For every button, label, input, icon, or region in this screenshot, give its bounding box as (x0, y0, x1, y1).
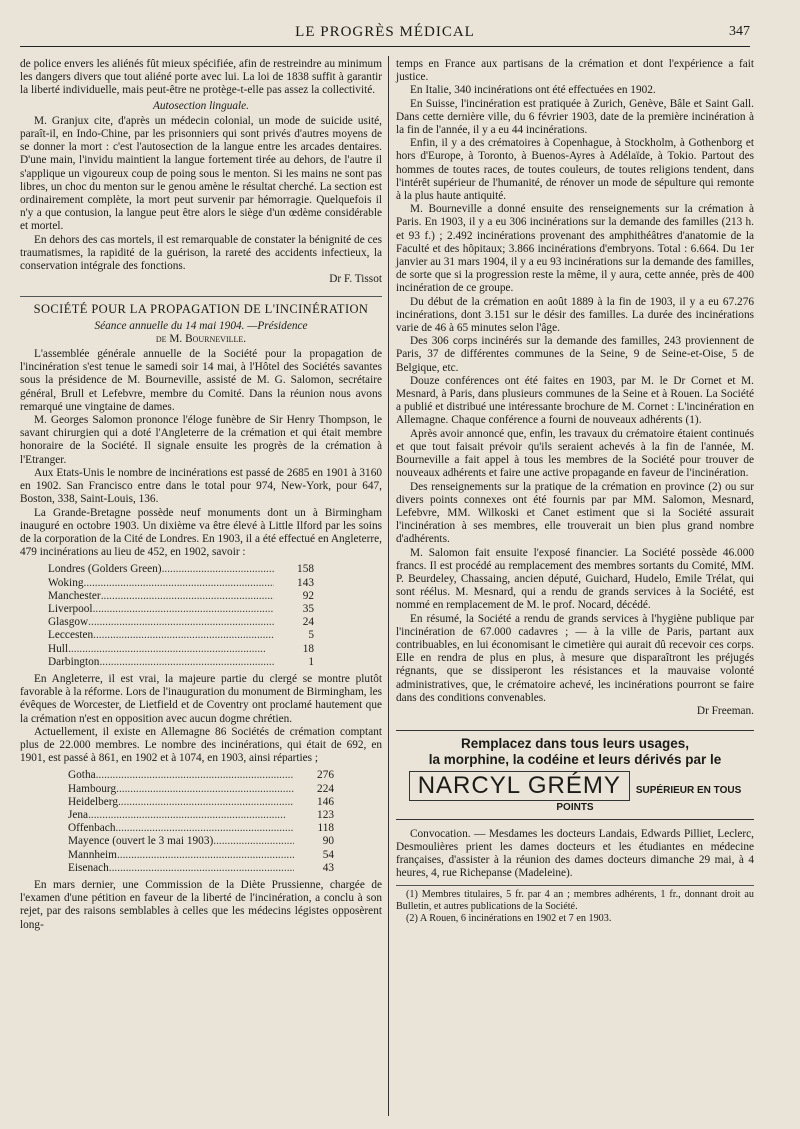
paragraph: M. Bourneville a donné ensuite des renseignements sur la crémation à Paris. En 1903, il y a eu 306 incinérations sur la demande des familles (213 h. et 93 f.) ; 2.492 incinérations provenant des amphithéâtres d'anatomie de la Faculté et des hôpitaux; 3.866 incinérations d'embryons. Total : 6.664. Du 1er janvier au 31 mars 1904, il y a eu 93 incinérations sur la demande des familles, de sorte que si la progression reste la même, il y aura, cette année, près de 400 incinération de ce groupe. (396, 203, 754, 295)
list-item: Darbington ..... 1 (48, 656, 348, 669)
list-item: Jena ..... 123 (68, 809, 368, 822)
advertisement (396, 730, 754, 820)
session-president: de M. Bourneville. (155, 332, 247, 345)
paragraph: En Angleterre, il est vrai, la majeure partie du clergé se montre plutôt favorable à la réforme. Lors de l'inauguration du monument de Birmingham, les évêques de Worcester, de Lietfield et de Coventry ont proclamé hautement que la crémation n'est en opposition avec aucun dogme chrétien. (20, 672, 382, 725)
list-item: Heidelberg ..... 146 (68, 796, 368, 809)
paragraph: Des renseignements sur la pratique de la crémation en province (2) ou sur divers points connexes ont été fournis par par MM. Salomon, Mesnard, Lefebvre, MM. Wilkoski et Canet estiment que si la Société assurait l'incinération à ses membres, elle trouverait un bien plus grand nombre d'adhérents. (396, 480, 754, 546)
ad-line: la morphine, la codéine et leurs dérivés par le (428, 752, 722, 768)
list-item: Woking ..... 143 (48, 577, 348, 590)
paragraph: M. Granjux cite, d'après un médecin colonial, un mode de suicide usité, paraît-il, en Indo-Chine, par les prisonniers qui sont privés d'autres moyens de se donner la mort : c'est l'autosection de la langue entre les arcades dentaires. D'une main, l'invidu maintient la langue fortement tirée au dehors, de l'autre il s'applique un vigoureux coup de poing sous le menton. Si les mains ne sont pas libres, un choc du menton sur le genou amène le résultat cherché. La section est ordinairement complète, la mort peut survenir par hémorragie. Quelquefois il n'y a que contusion, la langue peut être alors le siège d'un œdème considérable et mortel. (20, 114, 382, 233)
convocation-notice: Convocation. — Mesdames les docteurs Landais, Edwards Pilliet, Leclerc, Desmoulières prient les dames docteurs et les étudiantes en médecine françaises, d'assister à la réunion des dames docteurs dimanche 29 mai, à 4 heures, 4, rue Richepanse (Madeleine). (396, 827, 754, 880)
list-item: Eisenach ..... 43 (68, 862, 368, 875)
ad-tagline: SUPÉRIEUR EN TOUS POINTS (556, 784, 742, 813)
page-header (20, 22, 750, 47)
author-signature: Dr Freeman. (696, 704, 754, 717)
list-item: Londres (Golders Green) ..... 158 (48, 563, 348, 576)
right-column (396, 58, 754, 925)
list-item: Gotha ..... 276 (68, 769, 368, 782)
journal-title: LE PROGRÈS MÉDICAL (295, 24, 475, 40)
left-column (20, 58, 382, 932)
paragraph: En mars dernier, une Commission de la Diète Prussienne, chargée de l'examen d'une pétition en faveur de la liberté de l'incinération, a conclu à son rejet, par des raisons semblables à celles que les médecins légistes opposèrent long- (20, 878, 382, 931)
paragraph: En Suisse, l'incinération est pratiquée à Zurich, Genève, Bâle et Saint Gall. Dans cette dernière ville, du 6 février 1903, date de la première incinération à la fin de l'année, il y a eu 44 incinérations. (396, 97, 754, 137)
england-cremation-list (48, 563, 348, 669)
footnotes (396, 885, 754, 925)
paragraph: Du début de la crémation en août 1889 à la fin de 1903, il y a eu 67.276 incinérations, dont 3.151 sur le désir des familles. La durée des incinérations varie de 46 à 65 minutes selon l'âge. (396, 295, 754, 335)
paragraph: En Italie, 340 incinérations ont été effectuées en 1902. (410, 84, 656, 97)
session-line: Séance annuelle du 14 mai 1904. —Présidence (94, 319, 308, 332)
paragraph: En dehors des cas mortels, il est remarquable de constater la bénignité de ces traumatismes, la rapidité de la guérison, la rareté des accidents infectieux, la conservation intégrale des fonctions. (20, 233, 382, 273)
list-item: Manchester ..... 92 (48, 590, 348, 603)
list-item: Mannheim ..... 54 (68, 849, 368, 862)
page-number: 347 (729, 24, 750, 39)
paragraph: La Grande-Bretagne possède neuf monuments dont un à Birmingham inauguré en octobre 1903. Un dixième va être élevé à Little Ilford par les soins de la corporation de la Cité de Londres. En 1903, il a été effectué en Angleterre, 479 incinérations au lieu de 452, en 1902, savoir : (20, 506, 382, 559)
paragraph: Douze conférences ont été faites en 1903, par M. le Dr Cornet et M. Mesnard, à Paris, dans plusieurs communes de la Seine et à Rouen. La Société a publié et distribué une intéressante brochure de M. Cornet : L'incinération en Allemagne. Chaque conférence a fourni de nouveaux adhérents (1). (396, 374, 754, 427)
ad-line: Remplacez dans tous leurs usages, (460, 736, 690, 752)
paragraph: Enfin, il y a des crématoires à Copenhague, à Stockholm, à Gothenborg et hors d'Europe, à Toronto, à Buenos-Ayres à Adélaïde, à Tokio. Partout des hommes de toutes races, de toutes couleurs, de toutes religions tendent, dans l'intérêt supérieur de l'humanité, de rénover un mode de sépulture qui remonte à la plus haute antiquité. (396, 137, 754, 203)
column-divider (388, 56, 389, 1116)
paragraph: L'assemblée générale annuelle de la Société pour la propagation de l'incinération s'est tenue le samedi soir 14 mai, à l'Hôtel des Sociétés savantes sous la présidence de M. Bourneville, assisté de M. G. Salomon, secrétaire général, Brull et Lefebvre, membre du Comité. Dans la réunion nous avons remarqué une vingtaine de dames. (20, 348, 382, 413)
footnote: (2) A Rouen, 6 incinérations en 1902 et 7 en 1903. (406, 912, 612, 924)
ad-brand-row (396, 771, 754, 814)
author-signature: Dr F. Tissot (329, 273, 382, 286)
ad-brand: NARCYL GRÉMY (409, 771, 630, 801)
list-item: Offenbach ..... 118 (68, 822, 368, 835)
paragraph: M. Georges Salomon prononce l'éloge funèbre de Sir Henry Thompson, le savant chirurgien qui a doté l'Angleterre de la crémation et qui était membre honoraire de la Société. Il signale ensuite les progrès de la crémation à l'Etranger. (20, 414, 382, 466)
list-item: Hambourg ..... 224 (68, 783, 368, 796)
list-item: Leccesten ..... 5 (48, 629, 348, 642)
paragraph: Aux Etats-Unis le nombre de incinérations est passé de 2685 en 1901 à 3160 en 1902. San Francisco entre dans le total pour 974, New-York, pour 647, Boston, 338, Saint-Louis, 136. (20, 466, 382, 506)
germany-cremation-list (68, 769, 368, 875)
paragraph: En résumé, la Société a rendu de grands services à l'hygiène publique par l'incinération de 67.000 cadavres ; — à la ville de Paris, partant aux contribuables, en lui économisant le cimetière qui aurait dû recevoir ces corps. Elle en rendra de plus en plus, à mesure que disparaîtront les préjugés régnants, que se dissiperont les résistances et la mauvaise volonté administratives, que, le crématoire achevé, les incinérations pourront se faire dans des conditions convenables. (396, 612, 754, 704)
paragraph: M. Salomon fait ensuite l'exposé financier. La Société possède 46.000 francs. Il est procédé au remplacement des membres sortants du Comité, MM. P. Beurdeley, Chassaing, ancien député, Guichard, Hudelo, Emile Trélat, qui sont réélus. M. Mesnard, qui a rendu de grands services à la Société, est nommé en remplacement de M. le prof. Nocard, décédé. (396, 546, 754, 612)
footnote: (1) Membres titulaires, 5 fr. par 4 an ; membres adhérents, 1 fr., donnant droit au Bulletin, et autres publications de la Société. (396, 888, 754, 912)
paragraph: Actuellement, il existe en Allemagne 86 Sociétés de crémation comptant plus de 22.000 membres. Le nombre des incinérations, qui était de 692, en 1901, est passé à 861, en 1902 et à 1074, en 1903, ainsi réparties ; (20, 725, 382, 765)
paragraph: Après avoir annoncé que, enfin, les travaux du crématoire étaient continués et que tout faisait prévoir qu'ils seraient achevés à la fin de l'année, M. Bourneville a fait appel à tous les membres de la Société pour trouver de nouveaux adhérents et faire une active propagande en faveur de l'incinération. (396, 427, 754, 480)
paragraph: Des 306 corps incinérés sur la demande des familles, 243 proviennent de Paris, 37 de différentes communes de la Seine, 9 de Seine-et-Oise, 5 de Belgique, etc. (396, 335, 754, 374)
list-item: Liverpool ..... 35 (48, 603, 348, 616)
paragraph: de police envers les aliénés fût mieux spécifiée, afin de restreindre au minimum les dangers divers que tout aliéné porte avec lui. La loi de 1838 suffit à garantir la liberté individuelle, mais peut-être ne protège-t-elle pas assez la collectivité. (20, 58, 382, 97)
list-item: Mayence (ouvert le 3 mai 1903) ..... 90 (68, 835, 368, 848)
list-item: Glasgow ..... 24 (48, 616, 348, 629)
section-title: SOCIÉTÉ POUR LA PROPAGATION DE L'INCINÉRATION (20, 296, 382, 316)
list-item: Hull ..... 18 (48, 643, 348, 656)
paragraph: temps en France aux partisans de la crémation et dont l'expérience a fait justice. (396, 58, 754, 84)
subheading: Autosection linguale. (152, 99, 249, 112)
